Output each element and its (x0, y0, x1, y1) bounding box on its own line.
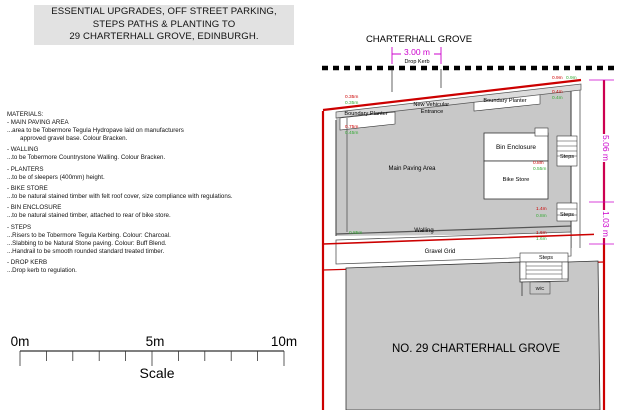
title-line-3: 29 CHARTERHALL GROVE, EDINBURGH. (69, 31, 259, 42)
steps-middle (557, 203, 577, 221)
door-label: W/C (535, 286, 545, 291)
materials-section-head: - BIKE STORE (7, 185, 48, 193)
scale-mark-10: 10m (270, 334, 298, 349)
materials-section-head: - DROP KERB (7, 259, 48, 267)
materials-line: ...to be natural stained timber, attached to rear of bike store. (7, 212, 171, 220)
dim-width-label: 3.00 m (404, 47, 430, 57)
steps-label-1: Steps (559, 154, 575, 160)
materials-line: ...Drop kerb to regulation. (7, 266, 77, 274)
level-label: 0.85m (349, 231, 363, 236)
materials-line: ...area to be Tobermore Tegula Hydropave laid on manufacturers (7, 126, 184, 134)
dim-depth-1-label: 5.06 m (601, 135, 611, 161)
new-entrance-line-1: New Vehicular (413, 102, 450, 108)
scale-label: Scale (139, 365, 175, 381)
materials-line: ...to be of sleepers (400mm) height. (7, 173, 105, 181)
street-name: CHARTERHALL GROVE (365, 34, 473, 45)
steps-label-3: Steps (538, 255, 554, 261)
steps-lower (520, 253, 568, 279)
steps-label-2: Steps (559, 212, 575, 218)
scale-mark-5: 5m (145, 334, 165, 349)
drop-kerb-label: Drop Kerb (404, 59, 430, 65)
level-label: 1.6m (536, 237, 547, 242)
house-label: NO. 29 CHARTERHALL GROVE (391, 343, 561, 355)
level-label: 0.55m (533, 167, 547, 172)
bin-enclosure-label: Bin Enclosure (495, 144, 537, 151)
materials-line: ...Slabbing to be Natural Stone paving. Colour: Buff Blend. (7, 239, 167, 247)
level-label: 0.9m (566, 76, 577, 81)
materials-line: ...to be natural stained timber with felt roof cover, size compliance with regulations. (7, 192, 233, 200)
bike-store-label: Bike Store (502, 177, 530, 183)
scale-bar (11, 334, 298, 381)
level-label: 1.4m (536, 207, 547, 212)
title-line-1: ESSENTIAL UPGRADES, OFF STREET PARKING, (51, 6, 277, 17)
level-label: 1.6m (536, 231, 547, 236)
steps-upper (557, 136, 577, 166)
level-label: 0.8m (533, 161, 544, 166)
materials-section-head: - STEPS (7, 223, 32, 231)
gravel-grid-label: Gravel Grid (424, 249, 456, 255)
drop-kerb-dimension (392, 47, 441, 65)
level-label: 0.35m (345, 101, 359, 106)
level-label: 0.4m (552, 96, 563, 101)
materials-line: ...Handrail to be smooth rounded standard treated timber. (7, 247, 165, 255)
scale-mark-0: 0m (10, 334, 30, 349)
title-line-2: STEPS PATHS & PLANTING TO (92, 18, 236, 30)
level-label: 0.8m (536, 214, 547, 219)
materials-section-head: - BIN ENCLOSURE (7, 204, 62, 212)
walling-label: Walling (414, 228, 434, 234)
level-label: 0.75m (345, 125, 359, 130)
materials-heading: MATERIALS: (7, 111, 44, 118)
materials-line: ...to be Tobermore Countrystone Walling. Colour Bracken. (7, 154, 166, 162)
depth-dimensions (589, 80, 614, 244)
new-entrance-line-2: Entrance (420, 109, 444, 115)
materials-section-head: - WALLING (7, 146, 39, 154)
boundary-planter-right-label: Boundary Planter (483, 98, 527, 104)
level-label: 0.35m (345, 95, 359, 100)
level-label: 0.45m (345, 131, 359, 136)
dim-depth-2-label: 1.03 m (601, 211, 611, 237)
house-footprint (346, 261, 600, 410)
main-paving-label: Main Paving Area (388, 166, 436, 172)
materials-section-head: - MAIN PAVING AREA (7, 118, 69, 126)
level-label: 0.4m (552, 90, 563, 95)
boundary-planter-left-label: Boundary Planter (344, 111, 388, 117)
materials-section-head: - PLANTERS (7, 165, 44, 173)
materials-line: ...Risers to be Tobermore Tegula Kerbing. Colour: Charcoal. (7, 231, 171, 239)
materials-line: approved gravel base. Colour Bracken. (20, 134, 128, 142)
level-label: 0.9m (552, 76, 563, 81)
